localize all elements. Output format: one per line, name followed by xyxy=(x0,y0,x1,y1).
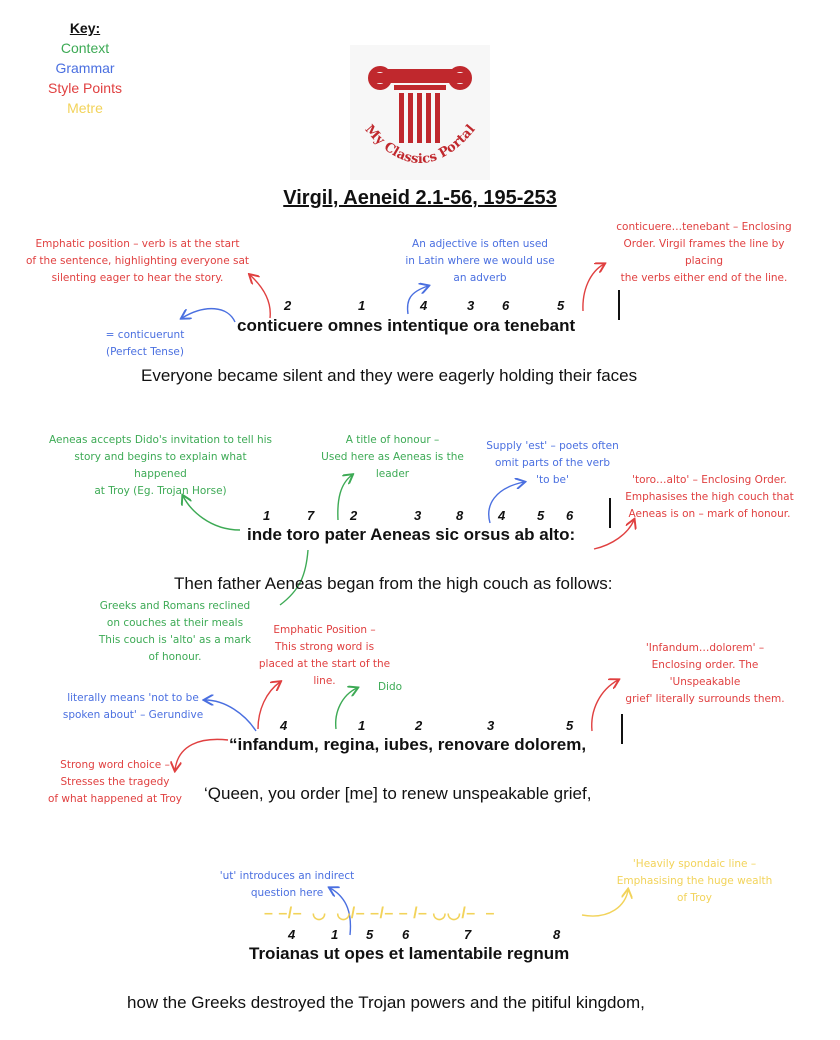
word-order-number: 4 xyxy=(280,718,288,733)
note-infandum-dolorem: 'Infandum…dolorem' – Enclosing order. The 'Unspeakable grief' literally surrounds them. xyxy=(625,642,785,705)
latin-line-2: inde toro pater Aeneas sic orsus ab alto: xyxy=(247,525,576,544)
word-order-number: 6 xyxy=(566,508,574,523)
latin-line-1: conticuere omnes intentique ora tenebant xyxy=(237,316,576,335)
key-metre: Metre xyxy=(67,100,103,116)
word-order-number: 8 xyxy=(553,927,561,942)
word-order-number: 4 xyxy=(420,298,428,313)
note-dido-invitation: Aeneas accepts Dido's invitation to tell his story and begins to explain what happened at Troy (Eg. Trojan Horse) xyxy=(48,434,272,497)
note-couches: Greeks and Romans reclined on couches at their meals This couch is 'alto' as a mark of honour. xyxy=(98,600,252,663)
key-context: Context xyxy=(60,40,110,56)
word-order-number: 3 xyxy=(414,508,422,523)
word-order-number: 3 xyxy=(467,298,475,313)
word-order-number: 5 xyxy=(566,718,574,733)
word-order-number: 1 xyxy=(331,927,339,942)
note-dido: Dido xyxy=(377,681,403,693)
line-end-marker xyxy=(609,498,611,528)
note-spondaic-line: 'Heavily spondaic line – Emphasising the huge wealth of Troy xyxy=(616,858,773,904)
line-end-marker xyxy=(621,714,623,744)
key-title: Key: xyxy=(69,20,101,36)
word-order-number: 3 xyxy=(487,718,495,733)
word-order-number: 1 xyxy=(358,718,366,733)
latin-line-3: “infandum, regina, iubes, renovare dolorem, xyxy=(229,735,587,754)
word-order-number: 8 xyxy=(456,508,464,523)
word-order-number: 4 xyxy=(288,927,296,942)
word-order-number: 5 xyxy=(366,927,374,942)
word-order-number: 2 xyxy=(284,298,292,313)
translation-line-4: how the Greeks destroyed the Trojan powers and the pitiful kingdom, xyxy=(127,993,645,1012)
note-adjective-adverb: An adjective is often used in Latin where we would use an adverb xyxy=(405,238,555,284)
scansion-marks: – –/– ◡ ◡/– –/– – /– ◡◡/– – xyxy=(264,905,495,922)
line-end-marker xyxy=(618,290,620,320)
word-order-number: 1 xyxy=(358,298,366,313)
translation-line-1: Everyone became silent and they were eagerly holding their faces xyxy=(141,366,638,385)
logo-text: My Classics Portal xyxy=(361,122,479,168)
word-order-number: 1 xyxy=(263,508,271,523)
note-gerundive: literally means 'not to be spoken about' – Gerundive xyxy=(62,692,204,721)
note-enclosing-order-1: conticuere…tenebant – Enclosing Order. Virgil frames the line by placing the verbs either end of the line. xyxy=(616,221,792,284)
word-order-number: 5 xyxy=(557,298,565,313)
note-perfect-tense: = conticuerunt (Perfect Tense) xyxy=(105,329,185,358)
word-order-number: 5 xyxy=(537,508,545,523)
key-style-points: Style Points xyxy=(48,80,122,96)
key-grammar: Grammar xyxy=(55,60,115,76)
note-supply-est: Supply 'est' – poets often omit parts of the verb 'to be' xyxy=(486,440,619,486)
note-title-of-honour: A title of honour – Used here as Aeneas is the leader xyxy=(321,434,464,480)
note-ut-indirect-question: 'ut' introduces an indirect question here xyxy=(219,870,355,899)
word-order-number: 6 xyxy=(402,927,410,942)
page-title: Virgil, Aeneid 2.1-56, 195-253 xyxy=(283,187,557,209)
note-toro-alto: 'toro…alto' – Enclosing Order. Emphasises the high couch that Aeneas is on – mark of honour. xyxy=(625,474,794,520)
note-strong-word-choice: Strong word choice – Stresses the tragedy of what happened at Troy xyxy=(47,759,183,805)
word-order-number: 7 xyxy=(307,508,315,523)
word-order-number: 6 xyxy=(502,298,510,313)
note-emphatic-position-2: Emphatic Position – This strong word is placed at the start of the line. xyxy=(258,624,391,687)
word-order-number: 2 xyxy=(350,508,358,523)
word-order-number: 2 xyxy=(415,718,423,733)
latin-line-4: Troianas ut opes et lamentabile regnum xyxy=(249,944,570,963)
note-emphatic-position: Emphatic position – verb is at the start of the sentence, highlighting everyone sat silenting eager to hear the story. xyxy=(25,238,250,284)
word-order-number: 7 xyxy=(464,927,472,942)
word-order-number: 4 xyxy=(498,508,506,523)
translation-line-2: Then father Aeneas began from the high couch as follows: xyxy=(174,574,613,593)
translation-line-3: ‘Queen, you order [me] to renew unspeakable grief, xyxy=(204,784,592,803)
